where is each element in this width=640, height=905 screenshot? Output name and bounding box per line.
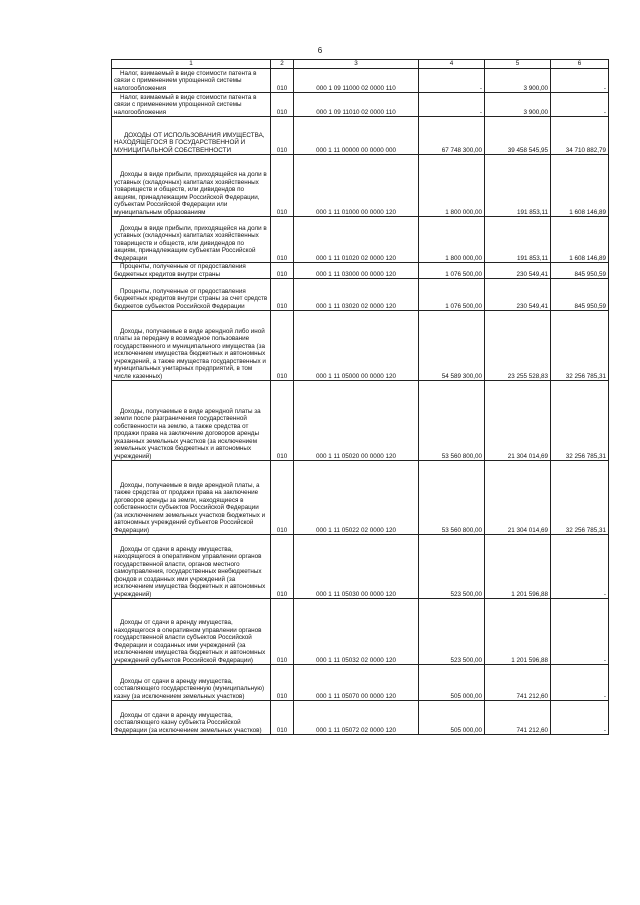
row-name (112, 279, 271, 311)
table-row (112, 93, 609, 117)
row-classification-code: 000 1 11 05000 00 0000 120 (294, 311, 419, 381)
row-plan-value: 67 748 300,00 (419, 117, 485, 155)
row-remaining-value: - (551, 93, 609, 117)
row-plan-value: 53 560 800,00 (419, 461, 485, 535)
row-plan-value: 1 076 500,00 (419, 263, 485, 279)
row-plan-value: - (419, 69, 485, 93)
row-code: 010 (271, 217, 294, 263)
revenue-table (111, 59, 609, 735)
row-name (112, 599, 271, 665)
row-plan-value: 1 800 000,00 (419, 217, 485, 263)
row-code: 010 (271, 155, 294, 217)
table-row (112, 117, 609, 155)
row-classification-code: 000 1 11 01000 00 0000 120 (294, 155, 419, 217)
row-name-text: Проценты, полученные от предоставления бюджетных кредитов внутри страны за счет средств бюджетов субъектов Российской Федерации (114, 287, 268, 310)
table-row (112, 599, 609, 665)
row-code: 010 (271, 279, 294, 311)
row-classification-code: 000 1 11 05022 02 0000 120 (294, 461, 419, 535)
row-plan-value: 523 500,00 (419, 535, 485, 599)
row-classification-code: 000 1 11 01020 02 0000 120 (294, 217, 419, 263)
row-plan-value: - (419, 93, 485, 117)
row-code: 010 (271, 381, 294, 461)
header-col-1: 1 (112, 60, 271, 69)
row-remaining-value: 1 608 146,89 (551, 155, 609, 217)
row-remaining-value: - (551, 599, 609, 665)
row-executed-value: 39 458 545,95 (485, 117, 551, 155)
row-name-text: Доходы от сдачи в аренду имущества, составляющего государственную (муниципальную) казну (за исключением земельных участков) (114, 677, 265, 700)
row-classification-code: 000 1 11 00000 00 0000 000 (294, 117, 419, 155)
table-header-row (112, 60, 609, 69)
row-classification-code: 000 1 09 11000 02 0000 110 (294, 69, 419, 93)
row-remaining-value: 32 256 785,31 (551, 461, 609, 535)
row-name (112, 535, 271, 599)
row-remaining-value: 32 256 785,31 (551, 311, 609, 381)
row-code: 010 (271, 701, 294, 735)
row-code: 010 (271, 263, 294, 279)
row-executed-value: 21 304 014,69 (485, 461, 551, 535)
row-plan-value: 1 076 500,00 (419, 279, 485, 311)
row-name-text: ДОХОДЫ ОТ ИСПОЛЬЗОВАНИЯ ИМУЩЕСТВА, НАХОДЯЩЕГОСЯ В ГОСУДАРСТВЕННОЙ И МУНИЦИПАЛЬНОЙ СОБСТВЕННОСТИ (114, 131, 265, 154)
table-row (112, 69, 609, 93)
row-executed-value: 1 201 596,88 (485, 535, 551, 599)
row-name (112, 155, 271, 217)
row-executed-value: 230 549,41 (485, 279, 551, 311)
row-name (112, 381, 271, 461)
row-classification-code: 000 1 11 05072 02 0000 120 (294, 701, 419, 735)
row-code: 010 (271, 311, 294, 381)
table-row (112, 535, 609, 599)
page-number: 6 (317, 46, 323, 55)
row-name-text: Доходы от сдачи в аренду имущества, составляющего казну субъекта Российской Федерации (за исключением земельных участков) (114, 711, 262, 734)
row-executed-value: 191 853,11 (485, 217, 551, 263)
header-col-6: 6 (551, 60, 609, 69)
table-row (112, 701, 609, 735)
table-row (112, 461, 609, 535)
row-plan-value: 53 560 800,00 (419, 381, 485, 461)
row-remaining-value: 32 256 785,31 (551, 381, 609, 461)
row-code: 010 (271, 665, 294, 701)
row-name (112, 701, 271, 735)
row-name-text: Доходы от сдачи в аренду имущества, находящегося в оперативном управлении органов государственной власти субъектов Российской Федерации и созданных ими учреждений (за исключением имущества бюджетных и автономных учреждений субъектов Российской Федерации) (114, 619, 266, 664)
row-name (112, 93, 271, 117)
row-code: 010 (271, 599, 294, 665)
row-plan-value: 1 800 000,00 (419, 155, 485, 217)
row-classification-code: 000 1 09 11010 02 0000 110 (294, 93, 419, 117)
table-row (112, 155, 609, 217)
header-col-4: 4 (419, 60, 485, 69)
row-code: 010 (271, 117, 294, 155)
row-name (112, 263, 271, 279)
row-plan-value: 505 000,00 (419, 665, 485, 701)
row-classification-code: 000 1 11 03000 00 0000 120 (294, 263, 419, 279)
header-col-3: 3 (294, 60, 419, 69)
row-classification-code: 000 1 11 05032 02 0000 120 (294, 599, 419, 665)
row-name (112, 69, 271, 93)
row-remaining-value: 845 950,59 (551, 263, 609, 279)
row-classification-code: 000 1 11 05070 00 0000 120 (294, 665, 419, 701)
row-name-text: Доходы в виде прибыли, приходящейся на доли в уставных (складочных) капиталах хозяйственных товариществ и обществ, или дивидендов по акциям, принадлежащим субъектам Российской Федерации (114, 224, 267, 262)
row-remaining-value: - (551, 665, 609, 701)
row-name-text: Проценты, полученные от предоставления бюджетных кредитов внутри страны (114, 263, 246, 278)
row-name (112, 665, 271, 701)
row-name-text: Доходы, получаемые в виде арендной платы за земли после разграничения государственной собственности на землю, а также средства от продажи права на заключение договоров аренды указанных земельных участков (за исключением земельных участков бюджетных и автономных учреждений) (114, 408, 261, 460)
row-name (112, 311, 271, 381)
row-name (112, 217, 271, 263)
row-name-text: Доходы от сдачи в аренду имущества, находящегося в оперативном управлении органов государственной власти, органов местного самоуправления, государственных внебюджетных фондов и созданных ими учреждений (за исключением имущества бюджетных и автономных учреждений) (114, 546, 266, 598)
row-remaining-value: 34 710 882,79 (551, 117, 609, 155)
row-code: 010 (271, 69, 294, 93)
row-remaining-value: 845 950,59 (551, 279, 609, 311)
row-executed-value: 741 212,60 (485, 665, 551, 701)
row-classification-code: 000 1 11 05020 00 0000 120 (294, 381, 419, 461)
row-executed-value: 741 212,60 (485, 701, 551, 735)
row-executed-value: 1 201 596,88 (485, 599, 551, 665)
row-code: 010 (271, 535, 294, 599)
table-row (112, 311, 609, 381)
row-remaining-value: - (551, 701, 609, 735)
row-name-text: Доходы, получаемые в виде арендной либо иной платы за передачу в возмездное пользование государственного и муниципального имущества (за исключением имущества бюджетных и автономных учреждений, а также имущества государственных и муниципальных унитарных предприятий, в том числе казенных) (114, 328, 266, 380)
table-row (112, 665, 609, 701)
row-name (112, 117, 271, 155)
row-code: 010 (271, 93, 294, 117)
table-row (112, 217, 609, 263)
table-body (112, 69, 609, 735)
row-name-text: Доходы, получаемые в виде арендной платы, а также средства от продажи права на заключение договоров аренды за земли, находящиеся в собственности субъектов Российской Федерации (за исключением земельных участков бюджетных и автономных учреждений субъектов Российской Федерации) (114, 482, 266, 534)
row-code: 010 (271, 461, 294, 535)
row-plan-value: 54 589 300,00 (419, 311, 485, 381)
row-executed-value: 230 549,41 (485, 263, 551, 279)
row-executed-value: 191 853,11 (485, 155, 551, 217)
table-row (112, 263, 609, 279)
table-row (112, 381, 609, 461)
table-row (112, 279, 609, 311)
header-col-2: 2 (271, 60, 294, 69)
row-classification-code: 000 1 11 03020 02 0000 120 (294, 279, 419, 311)
row-executed-value: 3 900,00 (485, 93, 551, 117)
row-executed-value: 21 304 014,69 (485, 381, 551, 461)
row-plan-value: 523 500,00 (419, 599, 485, 665)
row-executed-value: 23 255 528,83 (485, 311, 551, 381)
row-remaining-value: - (551, 535, 609, 599)
row-remaining-value: - (551, 69, 609, 93)
header-col-5: 5 (485, 60, 551, 69)
row-classification-code: 000 1 11 05030 00 0000 120 (294, 535, 419, 599)
row-remaining-value: 1 608 146,89 (551, 217, 609, 263)
row-name-text: Налог, взимаемый в виде стоимости патента в связи с применением упрощенной системы налогообложения (114, 69, 257, 92)
row-plan-value: 505 000,00 (419, 701, 485, 735)
row-executed-value: 3 900,00 (485, 69, 551, 93)
row-name (112, 461, 271, 535)
row-name-text: Доходы в виде прибыли, приходящейся на доли в уставных (складочных) капиталах хозяйственных товариществ и обществ, или дивидендов по акциям, принадлежащим Российской Федерации, субъектам Российской Федерации или муниципальным образованиям (114, 171, 267, 216)
row-name-text: Налог, взимаемый в виде стоимости патента в связи с применением упрощенной системы налогообложения (114, 93, 257, 116)
